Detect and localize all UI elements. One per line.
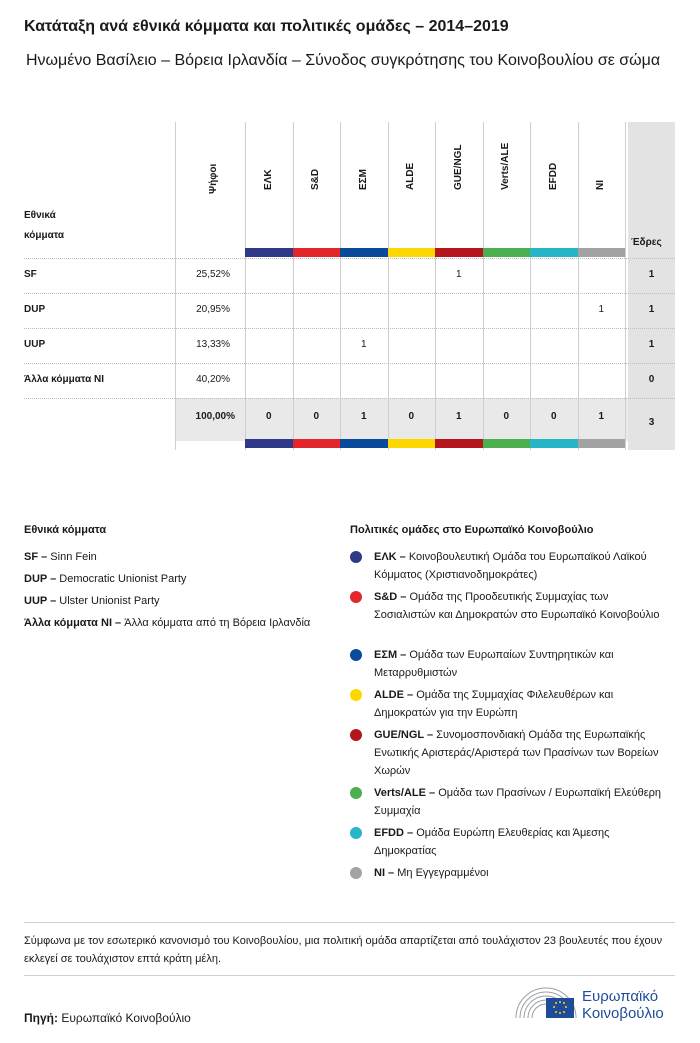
group-header-εσμ: ΕΣΜ [357,168,369,190]
party-legend-item [24,614,314,632]
table-hline [24,293,675,294]
group-color-dot-icon [350,649,362,661]
source-line [24,1011,191,1025]
seats-value: 0 [648,374,655,385]
group-header-vertsale: Verts/ALE [500,142,512,190]
group-color-bar [245,439,293,448]
group-color-bar [483,439,531,448]
logo-line2: Κοινοβούλιο [582,1005,664,1022]
total-seat-count: 0 [313,411,320,422]
total-votes: 100,00% [195,411,235,422]
group-color-dot-icon [350,689,362,701]
table-hline [24,258,675,259]
total-seat-count: 0 [408,411,415,422]
table-hline [24,398,675,399]
party-legend-name: Sinn Fein [50,551,97,563]
group-legend-name: Κοινοβουλευτική Ομάδα του Ευρωπαϊκού Λαϊκού Κόμματος (Χριστιανοδημοκράτες) [374,551,647,581]
group-color-bar [340,248,388,257]
group-legend-item [374,686,664,722]
table-vline [293,122,294,450]
parties-legend-heading: Εθνικά κόμματα [24,524,107,536]
party-legend-item [24,570,314,588]
table-hline [24,328,675,329]
parliament-hemicycle-icon [514,984,578,1022]
group-header-sd: S&D [310,168,322,190]
group-legend-name: Μη Εγγεγραμμένοι [397,867,489,879]
group-legend-abbr: ΕΛΚ – [374,551,409,563]
total-seat-count: 0 [550,411,557,422]
seats-column-bg [628,122,675,450]
party-legend-name: Ulster Unionist Party [59,595,160,607]
party-legend-abbr: DUP – [24,573,60,585]
group-legend-item [374,646,664,682]
page-title: Κατάταξη ανά εθνικά κόμματα και πολιτικές ομάδες – 2014–2019 [24,18,509,35]
party-header-line2: κόμματα [24,230,65,241]
group-header-guengl: GUE/NGL [452,144,464,190]
party-name: Άλλα κόμματα NI [24,374,104,385]
seat-count: 1 [455,269,462,280]
total-seat-count: 0 [265,411,272,422]
group-color-dot-icon [350,787,362,799]
party-legend-name: Democratic Unionist Party [59,573,187,585]
total-seat-count: 1 [598,411,605,422]
group-legend-name: Ομάδα Ευρώπη Ελευθερίας και Άμεσης Δημοκρατίας [374,827,610,857]
group-color-bar [530,439,578,448]
parliament-logo [514,984,679,1024]
party-legend-item [24,548,314,566]
seat-count: 1 [598,304,605,315]
group-legend-abbr: Verts/ALE – [374,787,439,799]
table-vline [435,122,436,450]
group-legend-item [374,784,664,820]
group-legend-item [374,588,664,624]
group-color-dot-icon [350,551,362,563]
group-legend-abbr: EFDD – [374,827,417,839]
group-color-bar [578,439,626,448]
votes-header: Ψήφοι [208,163,219,194]
party-legend-abbr: Άλλα κόμματα NI – [24,617,125,629]
group-header-alde: ALDE [405,162,417,190]
table-vline [340,122,341,450]
group-legend-name: Ομάδα των Ευρωπαίων Συντηρητικών και Μεταρρυθμιστών [374,649,614,679]
seats-header: Έδρες [631,237,662,248]
table-hline [24,363,675,364]
seats-value: 1 [648,269,655,280]
party-header-line1: Εθνικά [24,210,56,221]
party-name: SF [24,269,37,280]
seats-value: 1 [648,339,655,350]
group-legend-abbr: GUE/NGL – [374,729,437,741]
seat-count: 1 [360,339,367,350]
group-legend-name: Ομάδα της Συμμαχίας Φιλελευθέρων και Δημοκρατών για την Ευρώπη [374,689,614,719]
table-vline [388,122,389,450]
results-table [24,122,675,450]
logo-line1: Ευρωπαϊκό [582,988,659,1005]
votes-value: 20,95% [196,304,230,315]
table-vline [245,122,246,450]
group-header-ελκ: ΕΛΚ [262,169,274,190]
group-color-bar [245,248,293,257]
table-vline [578,122,579,450]
total-seat-count: 1 [455,411,462,422]
group-legend-abbr: ΕΣΜ – [374,649,410,661]
party-name: UUP [24,339,46,350]
divider [24,975,675,976]
footnote: Σύμφωνα με τον εσωτερικό κανονισμό του Κοινοβουλίου, μια πολιτική ομάδα απαρτίζεται από τουλάχιστον 23 βουλευτές που έχουν εκλεγεί σε τουλάχιστον επτά κράτη μέλη. [24,935,663,965]
group-legend-abbr: NI – [374,867,398,879]
groups-legend-heading: Πολιτικές ομάδες στο Ευρωπαϊκό Κοινοβούλιο [350,524,594,536]
table-vline [175,122,176,450]
group-color-bar [388,248,436,257]
party-legend-item [24,592,314,610]
table-vline [483,122,484,450]
group-color-bar [435,439,483,448]
group-color-bar [578,248,626,257]
group-color-bar [293,439,341,448]
group-legend-name: Ομάδα της Προοδευτικής Συμμαχίας των Σοσιαλιστών και Δημοκρατών στο Ευρωπαϊκό Κοινοβούλιο [374,591,660,621]
group-legend-item [374,548,664,584]
group-header-ni: NI [595,180,607,190]
table-vline [530,122,531,450]
party-legend-abbr: UUP – [24,595,60,607]
group-legend-abbr: S&D – [374,591,410,603]
page-subtitle: Ηνωμένο Βασίλειο – Βόρεια Ιρλανδία – Σύνοδος συγκρότησης του Κοινοβουλίου σε σώμα [26,52,661,69]
source-value: Ευρωπαϊκό Κοινοβούλιο [61,1011,191,1025]
group-color-dot-icon [350,867,362,879]
group-color-bar [340,439,388,448]
source-label: Πηγή: [24,1011,58,1025]
group-color-bar [388,439,436,448]
group-legend-item [374,726,664,780]
votes-value: 40,20% [196,374,230,385]
table-vline [625,122,626,450]
group-color-dot-icon [350,729,362,741]
group-legend-item [374,864,664,882]
group-legend-name: Ομάδα των Πρασίνων / Ευρωπαϊκή Ελεύθερη Συμμαχία [374,787,661,817]
total-seats: 3 [648,417,655,428]
group-legend-name: Συνομοσπονδιακή Ομάδα της Ευρωπαϊκής Ενωτικής Αριστεράς/Αριστερά των Πρασίνων των Βορείων Χωρών [374,729,659,777]
group-legend-abbr: ALDE – [374,689,417,701]
group-legend-item [374,824,664,860]
group-color-bar [435,248,483,257]
group-color-dot-icon [350,591,362,603]
group-color-bar [483,248,531,257]
votes-value: 13,33% [196,339,230,350]
group-color-bar [293,248,341,257]
seats-value: 1 [648,304,655,315]
votes-value: 25,52% [196,269,230,280]
party-legend-abbr: SF – [24,551,51,563]
group-color-dot-icon [350,827,362,839]
group-color-bar [530,248,578,257]
divider [24,922,675,923]
total-seat-count: 1 [360,411,367,422]
group-header-efdd: EFDD [547,162,559,190]
party-legend-name: Άλλα κόμματα από τη Βόρεια Ιρλανδία [124,617,311,629]
total-seat-count: 0 [503,411,510,422]
party-name: DUP [24,304,46,315]
logo-text [582,988,664,1022]
